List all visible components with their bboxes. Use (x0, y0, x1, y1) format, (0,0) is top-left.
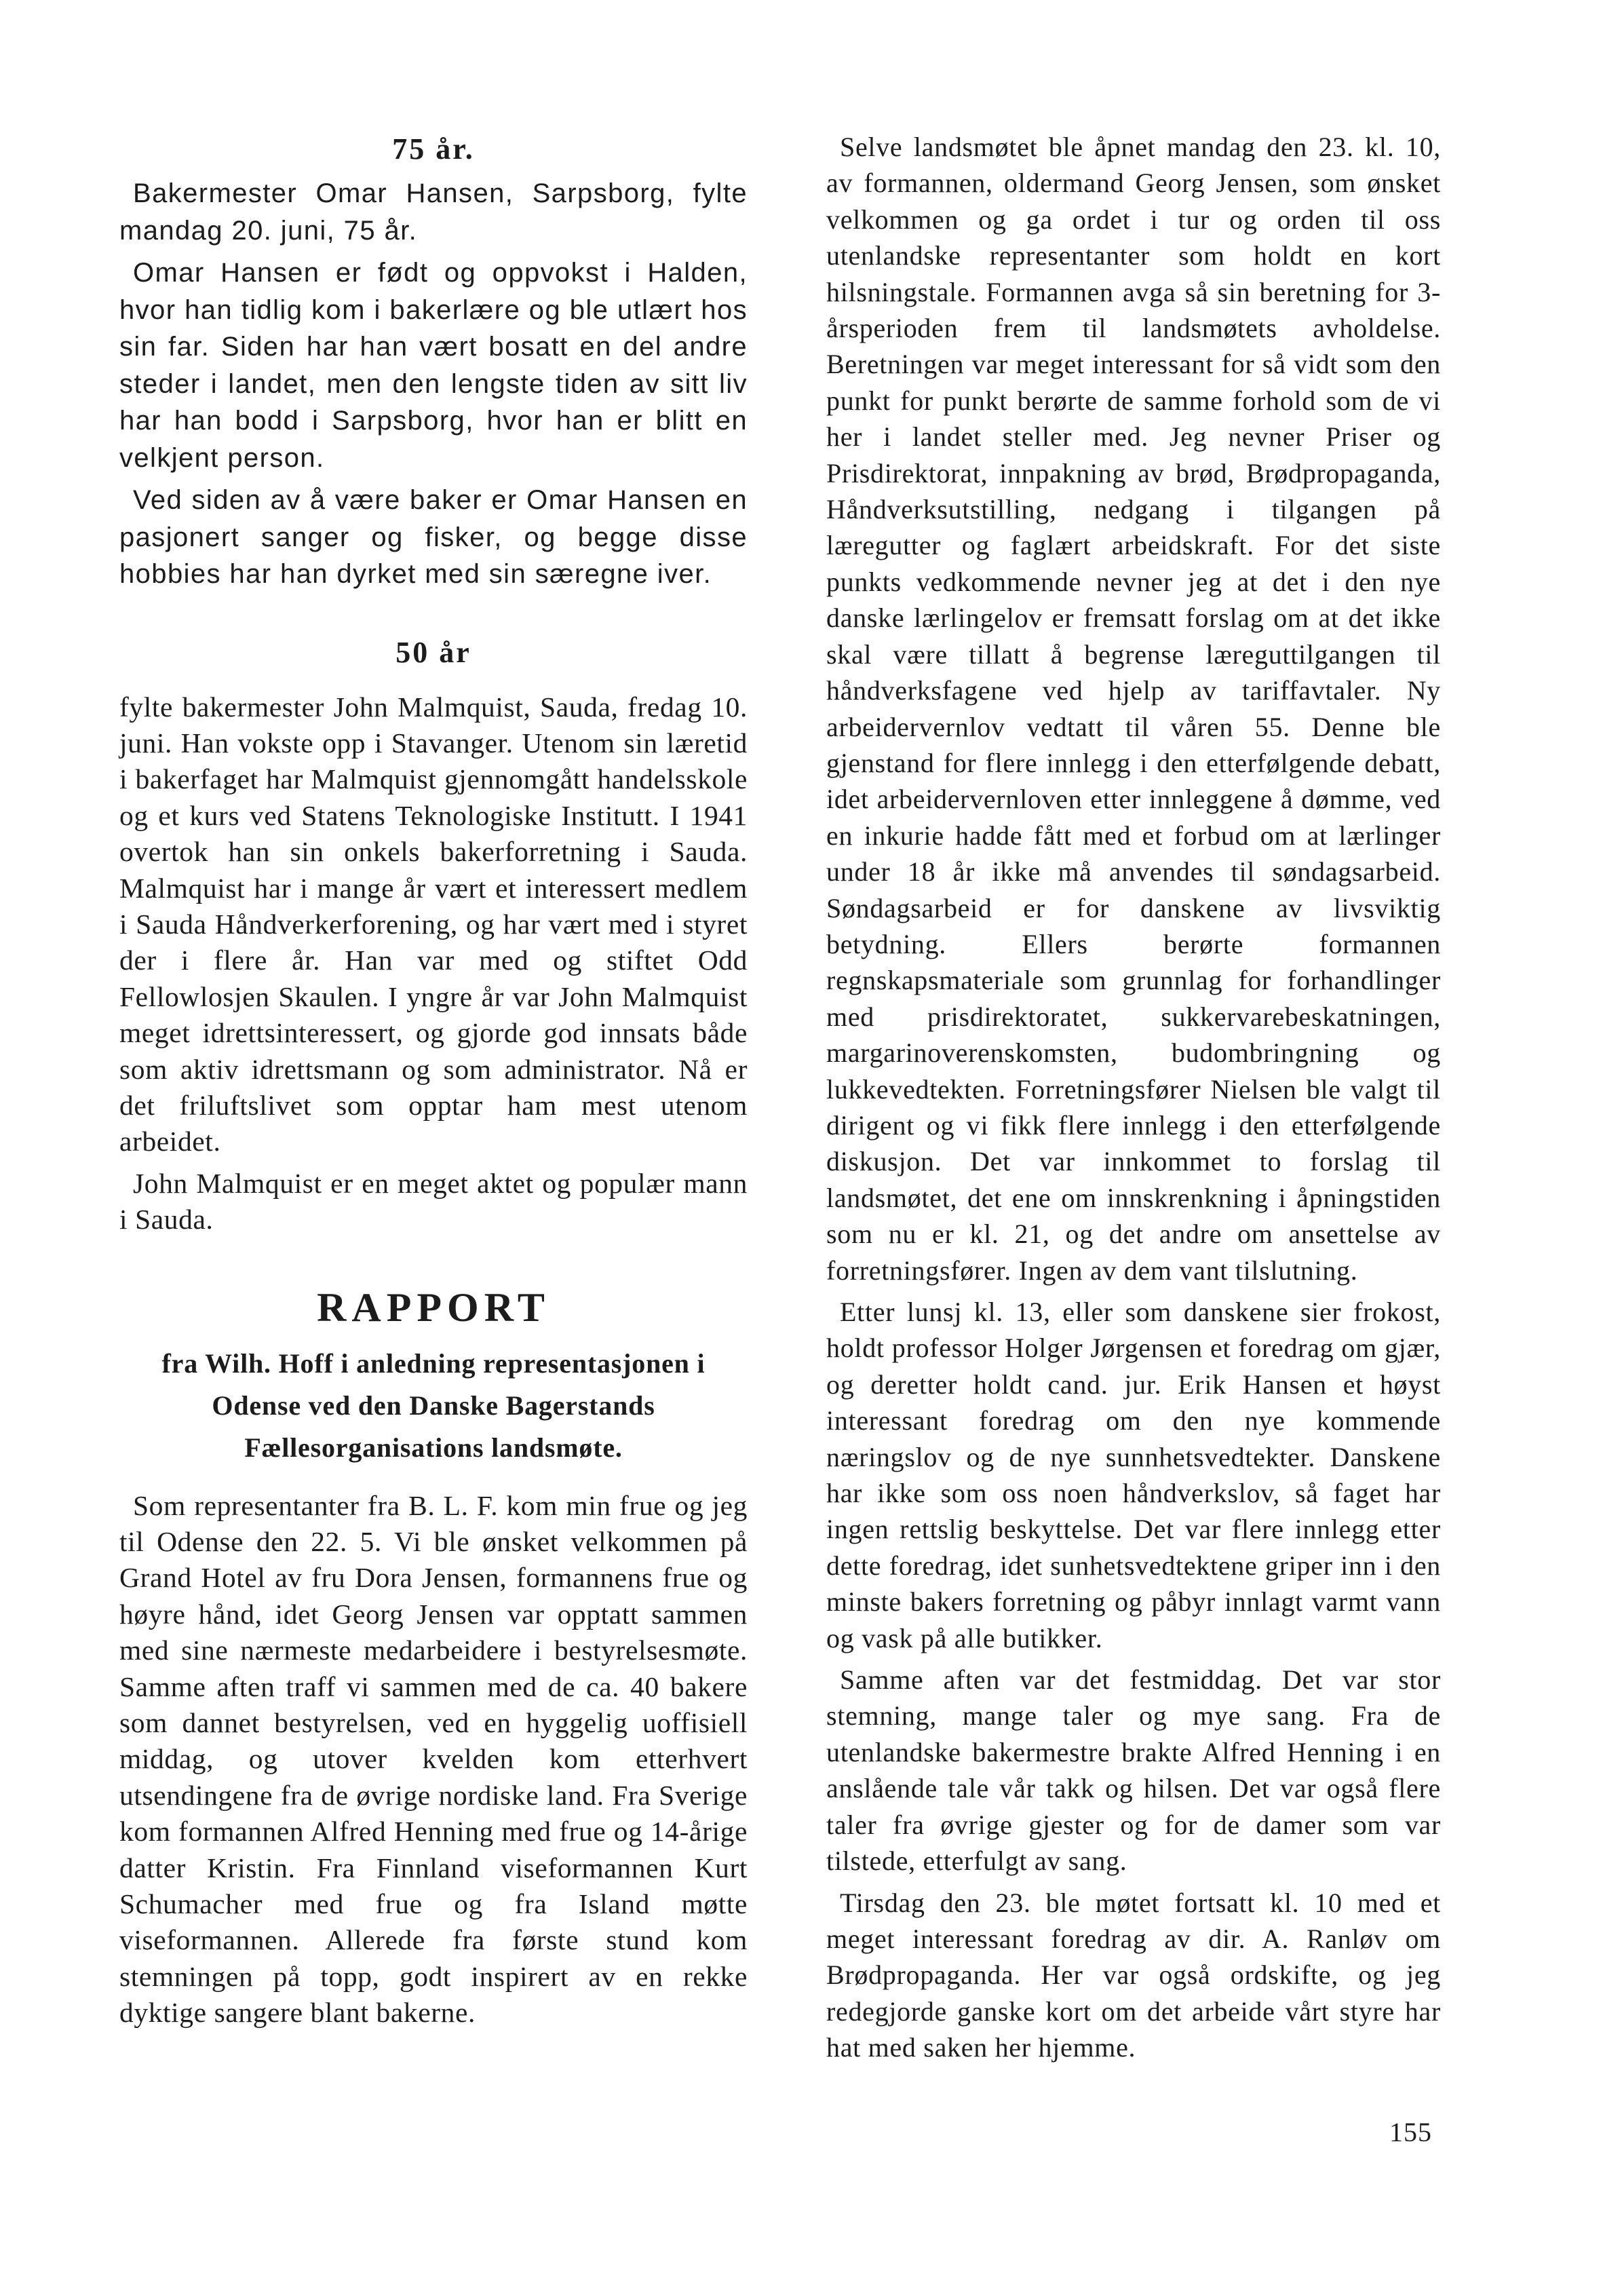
paragraph-75-bio: Omar Hansen er født og oppvokst i Halden, hvor han tidlig kom i bakerlære og ble utlært hos sin far. Siden har han vært bosatt en del andre steder i landet, men den lengste tiden av sitt liv har han bodd i Sarpsborg, hvor han er blitt en velkjent person. (119, 258, 748, 473)
heading-75-ar: 75 år. (392, 132, 475, 166)
paragraph-rapport-arrival: Som representanter fra B. L. F. kom min frue og jeg til Odense den 22. 5. Vi ble ønsket velkommen på Grand Hotel av fru Dora Jensen, formannens frue og høyre hånd, idet Georg Jensen var opptatt sammen med sine nærmeste medarbeidere i bestyrelsesmøte. Samme aften traff vi sammen med de ca. 40 bakere som dannet bestyrelsen, ved en hyggelig uoffisiell middag, og utover kvelden kom etterhvert utsendingene fra de øvrige nordiske land. Fra Sverige kom formannen Alfred Henning med frue og 14-årige datter Kristin. Fra Finnland viseformannen Kurt Schumacher med frue og fra Island møtte viseformannen. Allerede fra første stund kom stemningen på topp, godt inspirert av en rekke dyktige sangere blant bakerne. (119, 1489, 748, 2029)
paragraph-50-bio: fylte bakermester John Malmquist, Sauda, fredag 10. juni. Han vokste opp i Stavanger. Utenom sin læretid i bakerfaget har Malmquist gjennomgått handelsskole og et kurs ved Statens Teknologiske Institutt. I 1941 overtok han sin onkels bakerforretning i Sauda. Malmquist har i mange år vært et interessert medlem i Sauda Håndverkerforening, og har vært med i styret der i flere år. Han var med og stiftet Odd Fellowlosjen Skaulen. I yngre år var John Malmquist meget idrettsinteressert, og gjorde god innsats både som aktiv idrettsmann og som administrator. Nå er det friluftslivet som opptar ham mest utenom arbeidet. (119, 691, 748, 1157)
paragraph-75-intro: Bakermester Omar Hansen, Sarpsborg, fylte mandag 20. juni, 75 år. (119, 178, 748, 246)
paragraph-tuesday: Tirsdag den 23. ble møtet fortsatt kl. 10 med et meget interessant foredrag av dir. A. Ranløv om Brødpropaganda. Her var også ordskifte, og jeg redegjorde ganske kort om det arbeide vårt styre har hat med saken her hjemme. (826, 1887, 1441, 2063)
paragraph-lunch-lectures: Etter lunsj kl. 13, eller som danskene sier frokost, holdt professor Holger Jørgensen et foredrag om gjær, og deretter holdt cand. jur. Erik Hansen et høyst interessant foredrag om den nye kommende næringslov og de nye sunnhetsvedtekter. Danskene har ikke som oss noen håndverkslov, så faget har ingen rettslig beskyttelse. Det var flere innlegg etter dette foredrag, idet sunhetsvedtektene griper inn i den minste bakers forretning og påbyr innlagt varmt vann og vask på alle butikker. (826, 1297, 1441, 1653)
paragraph-landsmote-opening: Selve landsmøtet ble åpnet mandag den 23. kl. 10, av formannen, oldermand Georg Jensen, som ønsket velkommen og ga ordet i tur og orden til oss utenlandske representanter som holdt en kort hilsningstale. Formannen avga så sin beretning for 3-årsperioden frem til landsmøtets avholdelse. Beretningen var meget interessant for så vidt som den punkt for punkt berørte de samme forhold som de vi her i landet steller med. Jeg nevner Priser og Prisdirektorat, innpakning av brød, Brødpropaganda, Håndverksutstilling, nedgang i tilgangen på læregutter og faglært arbeidskraft. For det siste punkts vedkommende nevner jeg at det i den nye danske lærlingelov er fremsatt forslag om at det ikke skal være tillatt å begrense læreguttilgangen til håndverksfagene ved hjelp av tariffavtaler. Ny arbeidervernlov vedtatt til våren 55. Denne ble gjenstand for flere innlegg i den etterfølgende debatt, idet arbeidervernloven etter innleggene å dømme, ved en inkurie hadde fått med et forbud om at lærlinger under 18 år ikke må anvendes til søndagsarbeid. Søndagsarbeid er for danskene av livsviktig betydning. Ellers berørte formannen regnskapsmateriale som grunnlag for forhandlinger med prisdirektoratet, sukkervarebeskatningen, margarinoverenskomsten, budombringning og lukkevedtekten. Forretningsfører Nielsen ble valgt til dirigent og vi fikk flere innlegg i den etterfølgende diskusjon. Det var innkommet to forslag til landsmøtet, det ene om innskrenkning i åpningstiden som nu er kl. 21, og det andre om ansettelse av forretningsfører. Ingen av dem vant tilslutning. (826, 132, 1441, 1286)
paragraph-75-hobbies: Ved siden av å være baker er Omar Hansen en pasjonert sanger og fisker, og begge disse hobbies har han dyrket med sin særegne iver. (119, 485, 748, 589)
rapport-title: RAPPORT (317, 1284, 550, 1330)
left-column (119, 129, 748, 2037)
birthday-50-section (119, 689, 748, 1238)
right-column (826, 129, 1441, 2071)
heading-50-ar: 50 år (395, 635, 471, 669)
rapport-section-left (119, 1488, 748, 2031)
rapport-subtitle: fra Wilh. Hoff i anledning representasjonen i Odense ved den Danske Bagerstands Fællesorganisations landsmøte. (161, 1347, 706, 1463)
paragraph-festmiddag: Samme aften var det festmiddag. Det var stor stemning, mange taler og mye sang. Fra de utenlandske bakermestre brakte Alfred Henning i en anslående tale vår takk og hilsen. Det var også flere taler fra øvrige gjester og for de damer som var tilstede, etterfulgt av sang. (826, 1664, 1441, 1877)
paragraph-50-closing: John Malmquist er en meget aktet og populær mann i Sauda. (119, 1167, 748, 1236)
birthday-75-section (119, 175, 748, 593)
page-number: 155 (1389, 2117, 1432, 2147)
